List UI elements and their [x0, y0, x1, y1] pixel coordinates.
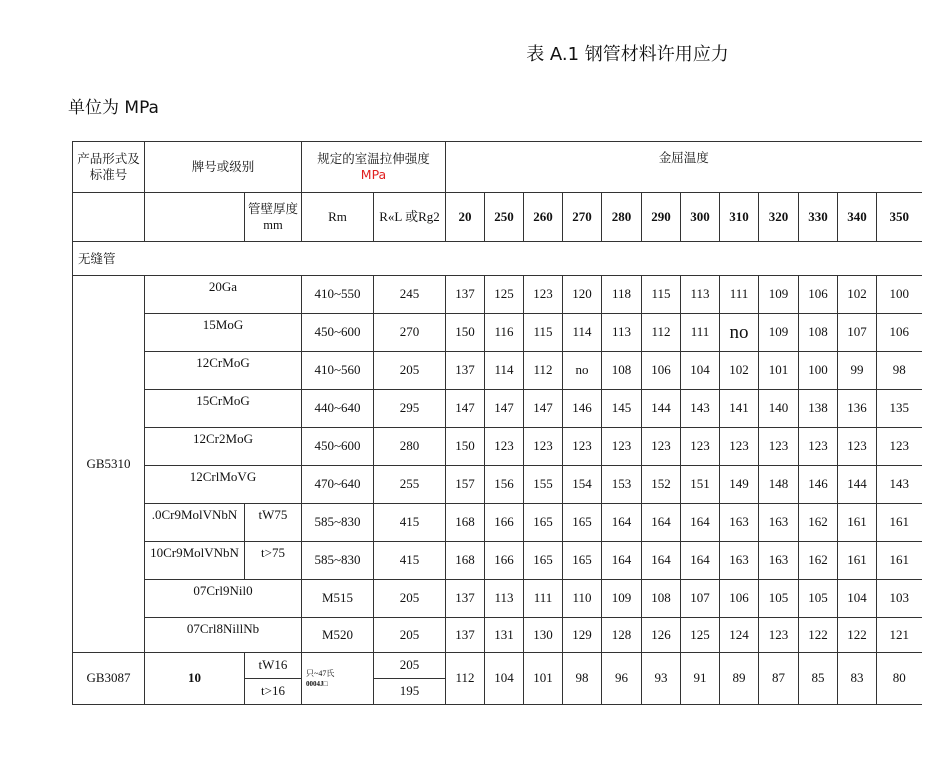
stress-value-cell: 161 — [877, 542, 922, 580]
stress-value-cell: 147 — [446, 390, 485, 428]
stress-value-cell: 123 — [838, 428, 877, 466]
stress-value-cell: 120 — [563, 276, 602, 314]
stress-value-cell: 112 — [446, 653, 485, 705]
thickness-cell: t>75 — [245, 542, 302, 580]
stress-value-cell: 166 — [485, 542, 524, 580]
stress-value-cell: 145 — [602, 390, 642, 428]
stress-value-cell: 164 — [602, 504, 642, 542]
grade-cell: 15CrMoG — [145, 390, 302, 428]
stress-value-cell: 161 — [838, 542, 877, 580]
grade-cell: 20Ga — [145, 276, 302, 314]
table-row — [73, 504, 922, 542]
stress-value-cell: 125 — [681, 618, 720, 653]
allowable-stress-table — [72, 141, 922, 705]
header-rel: R«L 或Rg2 — [374, 193, 446, 242]
header-strength-unit: MPa — [360, 167, 387, 182]
stress-value-cell: 116 — [485, 314, 524, 352]
stress-value-cell: 150 — [446, 314, 485, 352]
rm-cell: 410~560 — [302, 352, 374, 390]
header-temp-260: 260 — [524, 193, 563, 242]
stress-value-cell: 123 — [642, 428, 681, 466]
stress-value-cell: 123 — [681, 428, 720, 466]
stress-value-cell: 122 — [838, 618, 877, 653]
stress-value-cell: 113 — [485, 580, 524, 618]
stress-value-cell: 98 — [563, 653, 602, 705]
header-temp-270: 270 — [563, 193, 602, 242]
rm-cell: M515 — [302, 580, 374, 618]
stress-value-cell: 122 — [799, 618, 838, 653]
stress-value-cell: 164 — [681, 542, 720, 580]
stress-value-cell: 164 — [681, 504, 720, 542]
grade-cell: 10Cr9MolVNbN — [145, 542, 245, 580]
stress-value-cell: 146 — [799, 466, 838, 504]
stress-value-cell: 123 — [720, 428, 759, 466]
rm-cell: 585~830 — [302, 504, 374, 542]
stress-value-cell: 100 — [877, 276, 922, 314]
stress-value-cell: 163 — [720, 504, 759, 542]
stress-value-cell: 146 — [563, 390, 602, 428]
stress-value-cell: 144 — [838, 466, 877, 504]
stress-value-cell: 168 — [446, 504, 485, 542]
stress-value-cell: 103 — [877, 580, 922, 618]
header-temp-280: 280 — [602, 193, 642, 242]
header-temp-340: 340 — [838, 193, 877, 242]
stress-value-cell: 161 — [877, 504, 922, 542]
stress-value-cell: 124 — [720, 618, 759, 653]
stress-value-cell: 112 — [524, 352, 563, 390]
rel-cell: 205 — [374, 352, 446, 390]
grade-cell: 07Crl8NillNb — [145, 618, 302, 653]
stress-value-cell: 104 — [681, 352, 720, 390]
stress-value-cell: 131 — [485, 618, 524, 653]
table-row — [73, 276, 922, 314]
stress-value-cell: 163 — [759, 504, 799, 542]
grade-cell: 10 — [145, 653, 245, 705]
stress-value-cell: 107 — [838, 314, 877, 352]
stress-value-cell: 137 — [446, 276, 485, 314]
stress-value-cell: 163 — [720, 542, 759, 580]
table-row — [73, 466, 922, 504]
stress-value-cell: 168 — [446, 542, 485, 580]
header-temp-250: 250 — [485, 193, 524, 242]
stress-value-cell: 104 — [838, 580, 877, 618]
stress-value-cell: 106 — [877, 314, 922, 352]
rm-cell: 440~640 — [302, 390, 374, 428]
stress-value-cell: 164 — [602, 542, 642, 580]
header-grade: 牌号或级别 — [145, 142, 302, 193]
stress-value-cell: 129 — [563, 618, 602, 653]
grade-cell: 12CrlMoVG — [145, 466, 302, 504]
header-temperature: 金屈温度 — [446, 142, 922, 193]
header-rm: Rm — [302, 193, 374, 242]
stress-value-cell: 106 — [642, 352, 681, 390]
stress-value-cell: 163 — [759, 542, 799, 580]
stress-value-cell: 140 — [759, 390, 799, 428]
rel-cell: 205 — [374, 618, 446, 653]
header-strength — [302, 142, 446, 193]
stress-value-cell: 130 — [524, 618, 563, 653]
stress-value-cell: 115 — [642, 276, 681, 314]
stress-value-cell: 152 — [642, 466, 681, 504]
header-strength-label: 规定的室温拉伸强度 — [317, 151, 430, 167]
stress-value-cell: 166 — [485, 504, 524, 542]
stress-value-cell: 165 — [524, 542, 563, 580]
stress-value-cell: 150 — [446, 428, 485, 466]
table-row — [73, 653, 922, 679]
header-temp-20: 20 — [446, 193, 485, 242]
header-wall-unit: mm — [263, 217, 283, 232]
rel-cell: 295 — [374, 390, 446, 428]
rel-cell: 195 — [374, 679, 446, 705]
header-blank-1 — [73, 193, 145, 242]
stress-value-cell: 135 — [877, 390, 922, 428]
rm-cell: 585~830 — [302, 542, 374, 580]
header-product-form: 产品形式及标准号 — [73, 142, 145, 193]
stress-value-cell: 147 — [485, 390, 524, 428]
stress-value-cell: 80 — [877, 653, 922, 705]
rel-cell: 245 — [374, 276, 446, 314]
grade-cell: 15MoG — [145, 314, 302, 352]
stress-value-cell: 96 — [602, 653, 642, 705]
stress-value-cell: 109 — [602, 580, 642, 618]
thickness-cell: tW75 — [245, 504, 302, 542]
stress-value-cell: 153 — [602, 466, 642, 504]
table-title: 表 A.1 钢管材料许用应力 — [526, 44, 729, 65]
stress-value-cell: 115 — [524, 314, 563, 352]
table-row — [73, 428, 922, 466]
standard-gb3087: GB3087 — [73, 653, 145, 705]
header-temp-320: 320 — [759, 193, 799, 242]
stress-value-cell: 144 — [642, 390, 681, 428]
rel-cell: 255 — [374, 466, 446, 504]
table-row — [73, 542, 922, 580]
stress-value-cell: 126 — [642, 618, 681, 653]
stress-value-cell: 105 — [799, 580, 838, 618]
stress-value-cell: 108 — [642, 580, 681, 618]
stress-value-cell: no — [720, 314, 759, 352]
stress-value-cell: 154 — [563, 466, 602, 504]
table-row — [73, 618, 922, 653]
stress-value-cell: 123 — [759, 618, 799, 653]
stress-value-cell: 161 — [838, 504, 877, 542]
table-row — [73, 314, 922, 352]
rm-cell: 450~600 — [302, 428, 374, 466]
stress-value-cell: 101 — [524, 653, 563, 705]
stress-value-cell: 148 — [759, 466, 799, 504]
rel-cell: 280 — [374, 428, 446, 466]
grade-cell: 12CrMoG — [145, 352, 302, 390]
stress-value-cell: 155 — [524, 466, 563, 504]
stress-value-cell: 137 — [446, 618, 485, 653]
stress-value-cell: 164 — [642, 542, 681, 580]
stress-value-cell: 87 — [759, 653, 799, 705]
rm-cell: M520 — [302, 618, 374, 653]
stress-value-cell: 165 — [524, 504, 563, 542]
stress-value-cell: 89 — [720, 653, 759, 705]
stress-value-cell: 111 — [720, 276, 759, 314]
unit-label: 单位为 MPa — [68, 98, 159, 118]
stress-value-cell: 105 — [759, 580, 799, 618]
rel-cell: 415 — [374, 542, 446, 580]
stress-value-cell: 165 — [563, 542, 602, 580]
stress-value-cell: 137 — [446, 352, 485, 390]
stress-value-cell: 123 — [563, 428, 602, 466]
stress-value-cell: 121 — [877, 618, 922, 653]
section-seamless-pipe: 无缝管 — [73, 242, 922, 276]
stress-value-cell: 106 — [720, 580, 759, 618]
stress-value-cell: 102 — [838, 276, 877, 314]
stress-value-cell: 101 — [759, 352, 799, 390]
stress-value-cell: 156 — [485, 466, 524, 504]
stress-value-cell: 123 — [799, 428, 838, 466]
stress-value-cell: 123 — [524, 428, 563, 466]
stress-value-cell: 107 — [681, 580, 720, 618]
table-row — [73, 580, 922, 618]
rel-cell: 205 — [374, 580, 446, 618]
stress-value-cell: 118 — [602, 276, 642, 314]
header-wall-thickness — [245, 193, 302, 242]
header-temp-350: 350 — [877, 193, 922, 242]
rm-cell: 410~550 — [302, 276, 374, 314]
stress-value-cell: 128 — [602, 618, 642, 653]
header-temp-330: 330 — [799, 193, 838, 242]
header-wall-thickness-label: 管壁厚度 — [247, 200, 298, 216]
stress-value-cell: 165 — [563, 504, 602, 542]
stress-value-cell: 104 — [485, 653, 524, 705]
stress-value-cell: 149 — [720, 466, 759, 504]
thickness-cell: t>16 — [245, 679, 302, 705]
stress-value-cell: 138 — [799, 390, 838, 428]
stress-value-cell: 143 — [877, 466, 922, 504]
table-row — [73, 390, 922, 428]
stress-value-cell: 100 — [799, 352, 838, 390]
stress-value-cell: 123 — [524, 276, 563, 314]
rel-cell: 205 — [374, 653, 446, 679]
stress-value-cell: 109 — [759, 314, 799, 352]
table-row — [73, 352, 922, 390]
stress-value-cell: 147 — [524, 390, 563, 428]
rel-cell: 270 — [374, 314, 446, 352]
grade-cell: .0Cr9MolVNbN — [145, 504, 245, 542]
stress-value-cell: 113 — [602, 314, 642, 352]
stress-value-cell: 114 — [485, 352, 524, 390]
header-temp-300: 300 — [681, 193, 720, 242]
stress-value-cell: 111 — [524, 580, 563, 618]
header-blank-2 — [145, 193, 245, 242]
stress-value-cell: 123 — [877, 428, 922, 466]
grade-cell: 12Cr2MoG — [145, 428, 302, 466]
stress-value-cell: 114 — [563, 314, 602, 352]
stress-value-cell: 123 — [602, 428, 642, 466]
thickness-cell: tW16 — [245, 653, 302, 679]
rm-line-2: 0004J□ — [306, 679, 328, 688]
stress-value-cell: 137 — [446, 580, 485, 618]
grade-cell: 07Crl9Nil0 — [145, 580, 302, 618]
stress-value-cell: 113 — [681, 276, 720, 314]
stress-value-cell: 125 — [485, 276, 524, 314]
stress-value-cell: 85 — [799, 653, 838, 705]
stress-value-cell: 157 — [446, 466, 485, 504]
stress-value-cell: 102 — [720, 352, 759, 390]
rm-cell: 450~600 — [302, 314, 374, 352]
stress-value-cell: 123 — [485, 428, 524, 466]
stress-value-cell: 106 — [799, 276, 838, 314]
stress-value-cell: 162 — [799, 542, 838, 580]
stress-value-cell: 98 — [877, 352, 922, 390]
header-temp-290: 290 — [642, 193, 681, 242]
stress-value-cell: 83 — [838, 653, 877, 705]
stress-value-cell: 123 — [759, 428, 799, 466]
stress-value-cell: 91 — [681, 653, 720, 705]
stress-value-cell: 112 — [642, 314, 681, 352]
stress-value-cell: 143 — [681, 390, 720, 428]
stress-value-cell: 99 — [838, 352, 877, 390]
stress-value-cell: 109 — [759, 276, 799, 314]
stress-value-cell: 136 — [838, 390, 877, 428]
rm-cell: 470~640 — [302, 466, 374, 504]
header-temp-310: 310 — [720, 193, 759, 242]
stress-value-cell: no — [563, 352, 602, 390]
stress-value-cell: 93 — [642, 653, 681, 705]
rel-cell: 415 — [374, 504, 446, 542]
rm-cell — [302, 653, 374, 705]
stress-value-cell: 151 — [681, 466, 720, 504]
standard-gb5310: GB5310 — [73, 276, 145, 653]
rm-line-1: 只~47氏 — [306, 668, 335, 678]
stress-value-cell: 141 — [720, 390, 759, 428]
stress-value-cell: 108 — [799, 314, 838, 352]
stress-value-cell: 110 — [563, 580, 602, 618]
stress-value-cell: 108 — [602, 352, 642, 390]
stress-value-cell: 164 — [642, 504, 681, 542]
stress-value-cell: 111 — [681, 314, 720, 352]
stress-value-cell: 162 — [799, 504, 838, 542]
